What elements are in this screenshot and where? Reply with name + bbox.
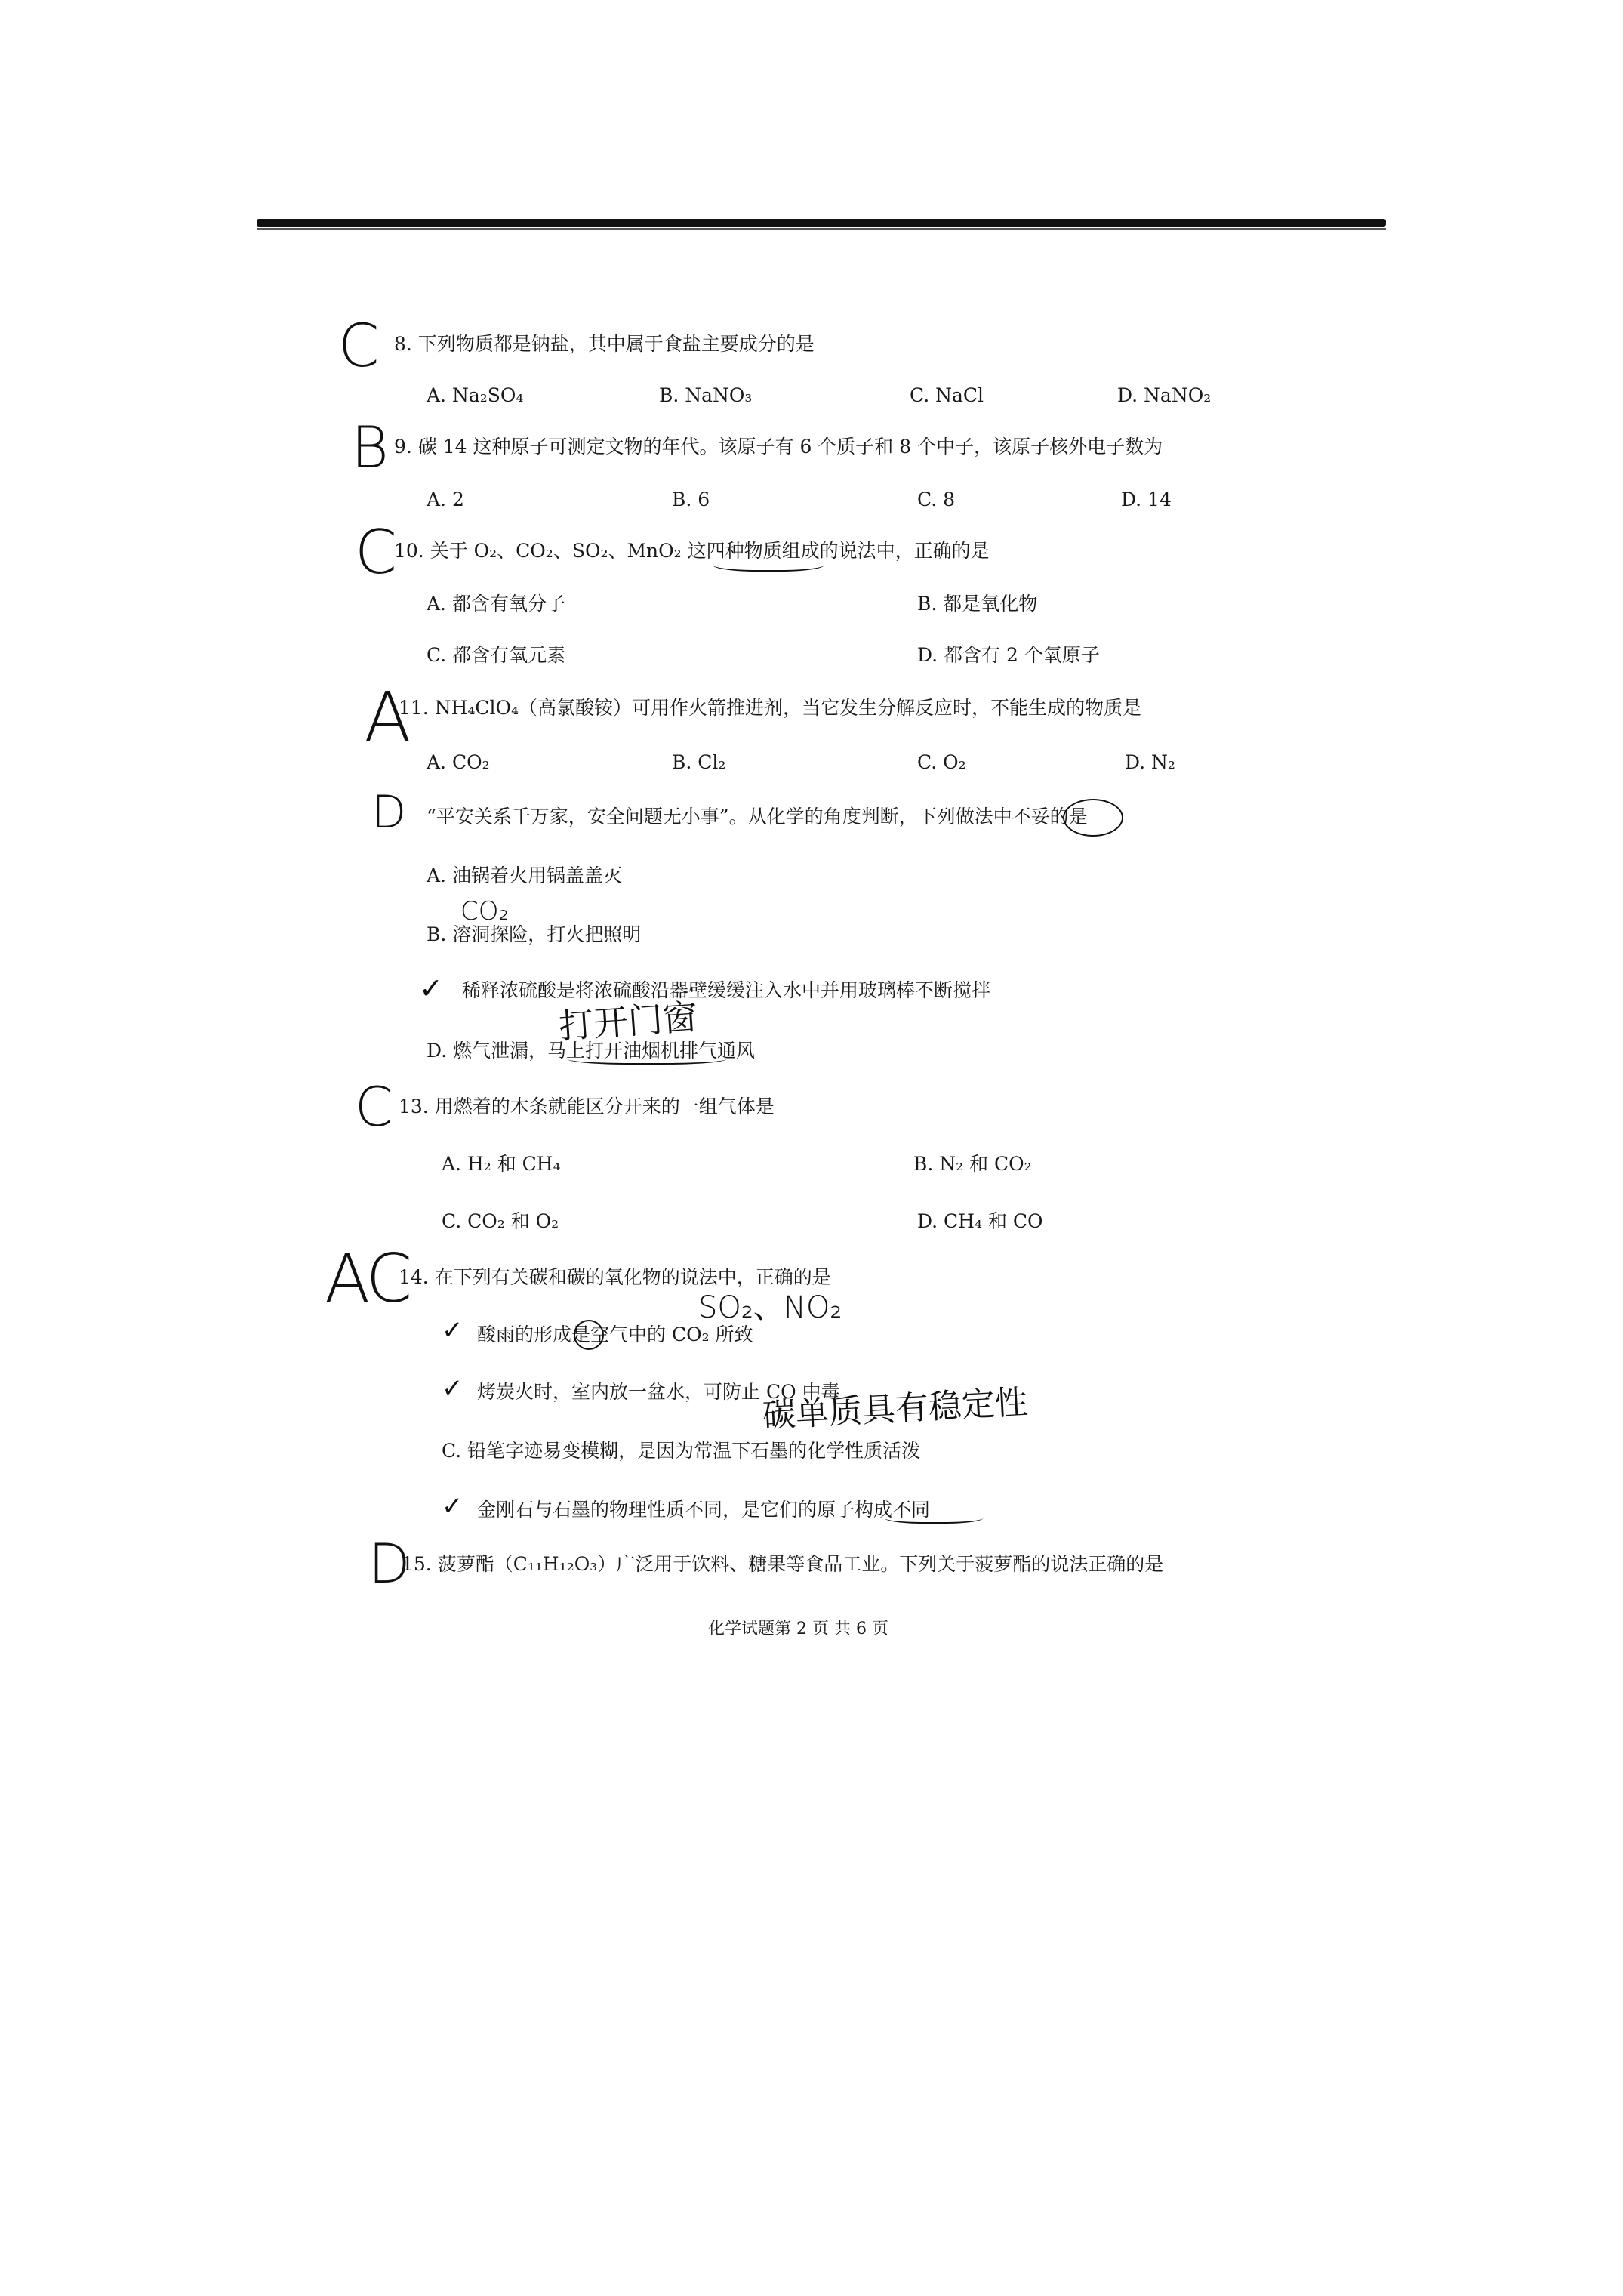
q11-option-d: D. N₂	[1125, 751, 1175, 773]
question-14-stem: 14. 在下列有关碳和碳的氧化物的说法中，正确的是	[399, 1266, 831, 1288]
q10-option-b: B. 都是氧化物	[917, 593, 1038, 615]
handwritten-answer-q11: A	[364, 677, 411, 758]
q14-a-circle-mark	[574, 1320, 604, 1350]
handwritten-note-q12-d: 打开门窗	[557, 996, 699, 1047]
page-footer: 化学试题第 2 页 共 6 页	[708, 1620, 888, 1638]
question-10-stem: 10. 关于 O₂、CO₂、SO₂、MnO₂ 这四种物质组成的说法中，正确的是	[394, 540, 990, 562]
q12-d-underline-mark	[568, 1051, 726, 1065]
q9-option-c: C. 8	[917, 488, 956, 510]
question-12-stem: “平安关系千万家，安全问题无小事”。从化学的角度判断，下列做法中不妥的是	[427, 806, 1088, 827]
handwritten-answer-q12: D	[371, 786, 407, 839]
q10-option-d: D. 都含有 2 个氧原子	[917, 644, 1100, 666]
q11-option-b: B. Cl₂	[672, 751, 726, 773]
page-top-rule	[257, 219, 1386, 227]
q10-option-a: A. 都含有氧分子	[427, 593, 565, 615]
q10-underline-mark	[713, 555, 824, 572]
q10-option-c: C. 都含有氧元素	[427, 644, 566, 666]
handwritten-answer-q9: B	[351, 414, 389, 481]
q9-option-b: B. 6	[672, 488, 710, 510]
q14-option-c: C. 铅笔字迹易变模糊，是因为常温下石墨的化学性质活泼	[442, 1440, 921, 1462]
handwritten-note-q14-a: SO₂、NO₂	[698, 1290, 842, 1325]
q12-option-b: B. 溶洞探险，打火把照明	[427, 923, 642, 945]
handwritten-answer-q8: C	[338, 313, 380, 381]
q11-option-a: A. CO₂	[427, 751, 490, 773]
q12-circle-mark	[1063, 799, 1123, 837]
q12-c-check-mark: ✓	[419, 972, 443, 1005]
handwritten-answer-q10: C	[355, 517, 397, 587]
q14-b-check-mark: ✓	[442, 1373, 463, 1404]
q13-option-c: C. CO₂ 和 O₂	[442, 1210, 559, 1232]
q8-option-b: B. NaNO₃	[659, 384, 753, 406]
q11-option-c: C. O₂	[917, 751, 966, 773]
question-11-stem: 11. NH₄ClO₄（高氯酸铵）可用作火箭推进剂，当它发生分解反应时，不能生成的物质是	[399, 697, 1142, 719]
question-13-stem: 13. 用燃着的木条就能区分开来的一组气体是	[399, 1096, 775, 1117]
q12-option-c: 稀释浓硫酸是将浓硫酸沿器壁缓缓注入水中并用玻璃棒不断搅拌	[462, 979, 991, 1001]
q8-option-d: D. NaNO₂	[1117, 384, 1212, 406]
handwritten-answer-q14: AC	[325, 1240, 410, 1318]
q13-option-a: A. H₂ 和 CH₄	[442, 1153, 561, 1175]
q13-option-b: B. N₂ 和 CO₂	[913, 1153, 1032, 1175]
handwritten-answer-q15: D	[368, 1532, 411, 1595]
q14-a-check-mark: ✓	[442, 1315, 463, 1345]
q14-d-check-mark: ✓	[442, 1491, 463, 1521]
question-15-stem: 15. 菠萝酯（C₁₁H₁₂O₃）广泛用于饮料、糖果等食品工业。下列关于菠萝酯的说法正确的是	[402, 1553, 1164, 1575]
handwritten-answer-q13: C	[355, 1075, 393, 1139]
question-9-stem: 9. 碳 14 这种原子可测定文物的年代。该原子有 6 个质子和 8 个中子，该原子核外电子数为	[394, 436, 1163, 458]
q14-option-a: 酸雨的形成是空气中的 CO₂ 所致	[477, 1324, 753, 1345]
question-8-stem: 8. 下列物质都是钠盐，其中属于食盐主要成分的是	[394, 333, 815, 355]
q14-option-b: 烤炭火时，室内放一盆水，可防止 CO 中毒	[477, 1381, 840, 1403]
q9-option-a: A. 2	[427, 488, 464, 510]
q12-option-d: D. 燃气泄漏，马上打开油烟机排气通风	[427, 1040, 756, 1062]
page-top-rule-shadow	[257, 228, 1386, 230]
q14-option-d: 金刚石与石墨的物理性质不同，是它们的原子构成不同	[477, 1499, 931, 1521]
q8-option-c: C. NaCl	[910, 384, 984, 406]
q12-option-a: A. 油锅着火用锅盖盖灭	[427, 864, 622, 886]
q8-option-a: A. Na₂SO₄	[427, 384, 524, 406]
handwritten-note-q12-b: CO₂	[460, 896, 510, 926]
handwritten-note-q14-c: 碳单质具有稳定性	[761, 1382, 1030, 1436]
q9-option-d: D. 14	[1121, 488, 1172, 510]
q14-d-underline-mark	[885, 1510, 983, 1524]
q13-option-d: D. CH₄ 和 CO	[917, 1210, 1043, 1232]
